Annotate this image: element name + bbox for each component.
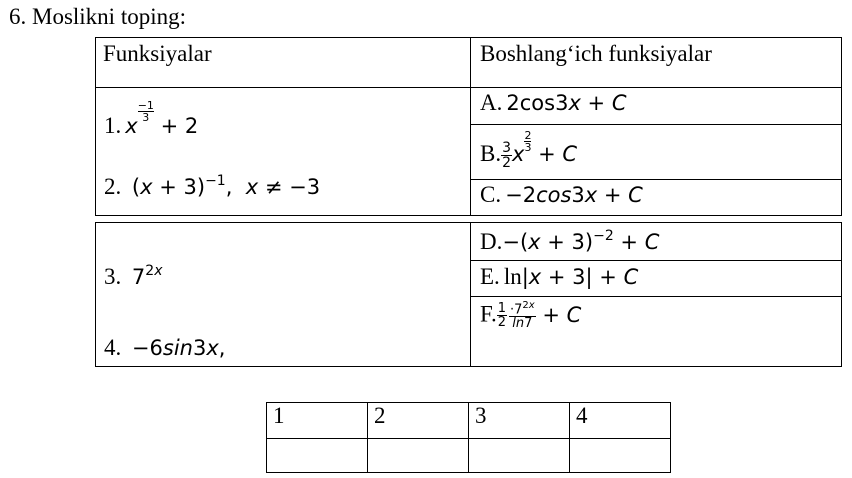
option-f-expr: $\frac{1}{2}$ $\frac{\cdot 7^{2x}}{\ln 7}$ + C (497, 300, 582, 332)
answer-header-1: 1 (267, 403, 368, 439)
question-title: 6. Moslikni toping: (9, 4, 186, 29)
option-b (480, 130, 577, 170)
option-f-label: F. (480, 301, 497, 327)
option-e-expr: ln|x + 3| + C (503, 264, 639, 289)
option-b-label: B. (480, 141, 502, 166)
option-d-expr: $-(x + 3)^{-2} + C$ (502, 228, 660, 254)
answer-cell-4[interactable] (570, 439, 671, 473)
answer-cell-2[interactable] (368, 439, 469, 473)
matching-table-1 (95, 37, 842, 216)
function-1 (104, 100, 198, 139)
answer-cell-1[interactable] (267, 439, 368, 473)
option-a (480, 90, 627, 116)
option-e-label: E. (480, 264, 500, 289)
option-e (480, 264, 638, 290)
function-3-expr: $7^{2x}$ (125, 263, 163, 289)
function-3 (104, 263, 163, 290)
option-c-label: C. (480, 182, 502, 207)
function-3-label: 3. (104, 264, 122, 289)
function-4-label: 4. (104, 335, 122, 360)
answer-header-2: 2 (368, 403, 469, 439)
option-c (480, 182, 643, 208)
option-a-expr: 2cos3x + C (506, 91, 627, 115)
option-b-expr: $\frac{3}{2}$ x $\frac{2}{3}$ + C (502, 129, 578, 171)
option-a-label: A. (480, 90, 503, 115)
header-antiderivatives: Boshlang‘ich funksiyalar (480, 41, 712, 66)
function-4 (104, 335, 225, 361)
function-1-label: 1. (104, 113, 122, 138)
matching-table-2 (95, 222, 842, 367)
answer-header-3: 3 (469, 403, 570, 439)
function-1-expr: x $\frac{-1}{3}$ + 2 (125, 99, 199, 138)
function-4-expr: −6sin3x, (125, 336, 226, 360)
header-functions: Funksiyalar (103, 41, 212, 66)
option-d-label: D. (480, 229, 503, 254)
answer-table (266, 402, 671, 473)
option-c-expr: −2cos3x + C (505, 183, 643, 207)
answer-cell-3[interactable] (469, 439, 570, 473)
function-2 (104, 173, 320, 200)
option-d (480, 228, 659, 255)
function-2-expr: $(x + 3)^{-1}$, x ≠ −3 (125, 173, 321, 199)
function-2-label: 2. (104, 174, 122, 199)
option-f (480, 301, 581, 330)
answer-header-4: 4 (570, 403, 671, 439)
